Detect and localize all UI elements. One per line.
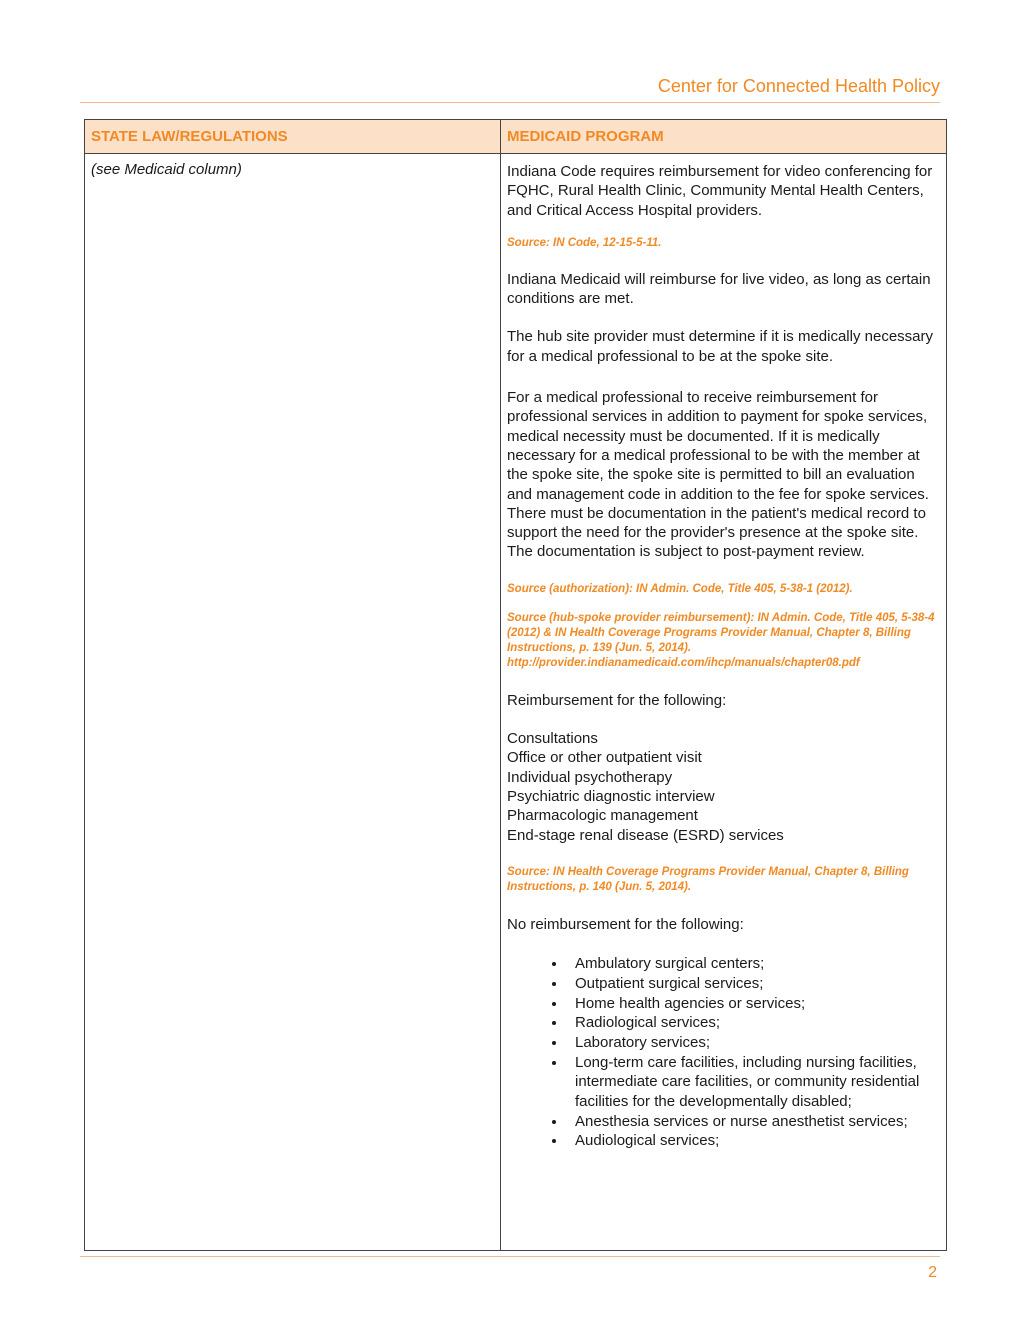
source-citation: Source (hub-spoke provider reimbursement): IN Admin. Code, Title 405, 5-38-4 (2012) & IN Health Coverage Programs Provider Manual, Chapter 8, Billing Instructions, p. 139 (Jun. 5, 2014). http://provider.indianamedicaid.com/ihcp/manuals/chapter08.pdf bbox=[507, 611, 935, 669]
source-citation: Source: IN Code, 12-15-5-11. bbox=[507, 236, 662, 249]
medicaid-column-header: MEDICAID PROGRAM bbox=[501, 120, 947, 154]
page-number: 2 bbox=[928, 1264, 937, 1281]
paragraph-no-reimbursement-heading: No reimbursement for the following: bbox=[507, 915, 744, 933]
list-item: Consultations bbox=[507, 730, 598, 748]
source-citation: Source: IN Health Coverage Programs Provider Manual, Chapter 8, Billing Instructions, p. 140 (Jun. 5, 2014). bbox=[507, 865, 909, 893]
paragraph-live-video: Indiana Medicaid will reimburse for live video, as long as certain conditions are met. bbox=[507, 270, 931, 308]
state-law-cell bbox=[85, 154, 501, 1251]
reimbursed-services-list bbox=[507, 729, 940, 845]
medicaid-cell bbox=[501, 154, 947, 1251]
list-item: Office or other outpatient visit bbox=[507, 749, 702, 767]
footer-divider bbox=[80, 1256, 940, 1257]
paragraph-hub-site: The hub site provider must determine if it is medically necessary for a medical professional to be at the spoke site. bbox=[507, 328, 934, 365]
paragraph-code-requirement: Indiana Code requires reimbursement for video conferencing for FQHC, Rural Health Clinic, Community Mental Health Centers, and Critical Access Hospital providers. bbox=[507, 163, 933, 219]
non-reimbursed-services-list bbox=[507, 954, 940, 1151]
list-item: • Ambulatory surgical centers; bbox=[567, 954, 940, 974]
state-law-column-header: STATE LAW/REGULATIONS bbox=[85, 120, 501, 154]
list-item: • Laboratory services; bbox=[567, 1033, 940, 1053]
list-item: End-stage renal disease (ESRD) services bbox=[507, 826, 784, 844]
list-item: • Outpatient surgical services; bbox=[567, 974, 940, 994]
table-header-row bbox=[85, 120, 947, 154]
list-item: • Audiological services; bbox=[567, 1131, 940, 1151]
paragraph-reimbursement-conditions: For a medical professional to receive reimbursement for professional services in addition to payment for spoke services, medical necessity must be documented. If it is medically necessary for a medical professional to be with the member at the spoke site, the spoke site is permitted to bill an evaluation and management code in addition to the fee for spoke services. There must be documentation in the patient's medical record to support the need for the provider's presence at the spoke site. The documentation is subject to post-payment review. bbox=[507, 389, 929, 561]
list-item: • Long-term care facilities, including nursing facilities, intermediate care facilities, or community residential facilities for the developmentally disabled; bbox=[567, 1053, 940, 1112]
list-item: • Radiological services; bbox=[567, 1013, 940, 1033]
header-divider bbox=[80, 102, 940, 103]
list-item: Psychiatric diagnostic interview bbox=[507, 787, 715, 805]
list-item: • Anesthesia services or nurse anesthetist services; bbox=[567, 1112, 940, 1132]
table-row bbox=[85, 154, 947, 1251]
source-citation: Source (authorization): IN Admin. Code, Title 405, 5-38-1 (2012). bbox=[507, 582, 853, 595]
policy-table bbox=[84, 119, 947, 1251]
header-title: Center for Connected Health Policy bbox=[657, 76, 940, 96]
state-law-text: (see Medicaid column) bbox=[91, 161, 242, 178]
list-item: Pharmacologic management bbox=[507, 807, 698, 825]
list-item: Individual psychotherapy bbox=[507, 768, 673, 786]
list-item: • Home health agencies or services; bbox=[567, 994, 940, 1014]
paragraph-reimbursement-heading: Reimbursement for the following: bbox=[507, 691, 727, 709]
